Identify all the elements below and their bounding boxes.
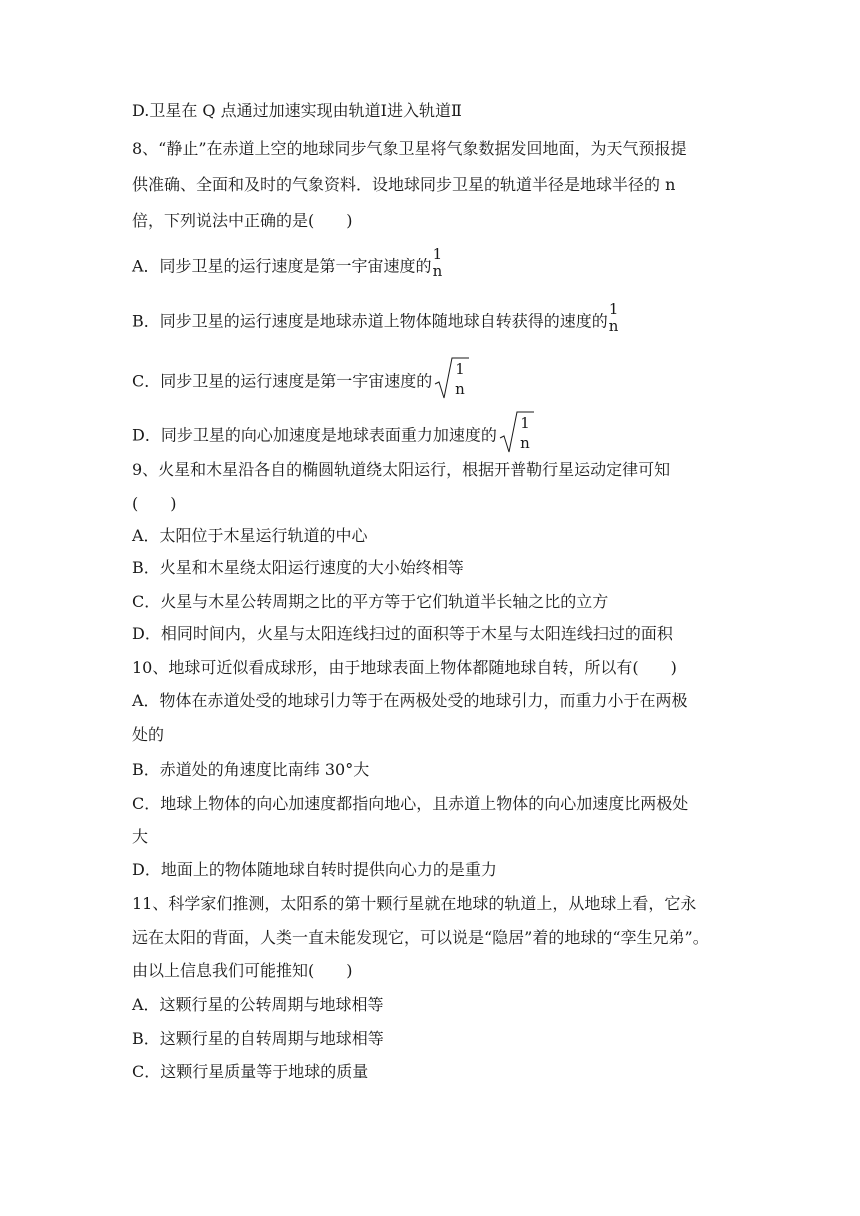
q10-option-a-line-1: A．物体在赤道处受的地球引力等于在两极处受的地球引力，而重力小于在两极: [132, 691, 688, 710]
text-line: [132, 139, 687, 161]
text-line: [132, 1062, 368, 1084]
q8-option-a: [132, 245, 443, 280]
text-line: [132, 760, 369, 782]
q11-stem-line-2: 远在太阳的背面，人类一直未能发现它，可以说是“隐居”着的地球的“孪生兄弟”。: [132, 928, 709, 947]
q8-stem-line-3: 倍，下列说法中正确的是( ): [132, 211, 353, 230]
text-line: [132, 175, 675, 197]
sqrt-1-over-n: [499, 410, 535, 454]
q11-option-a: A．这颗行星的公转周期与地球相等: [132, 995, 384, 1014]
q10-option-b: B．赤道处的角速度比南纬 30°大: [132, 760, 370, 779]
fraction-denominator: n: [608, 317, 619, 335]
text-line: [132, 624, 673, 646]
q11-option-c: C．这颗行星质量等于地球的质量: [132, 1062, 369, 1081]
q8-option-c: [132, 360, 470, 398]
radicand-denominator: n: [455, 380, 466, 398]
text-line: [132, 995, 384, 1017]
radicand-numerator: 1: [455, 360, 466, 378]
q8-option-b: [132, 300, 619, 335]
text-line: [132, 860, 497, 882]
option-text: D．同步卫星的向心加速度是地球表面重力加速度的: [132, 425, 497, 445]
text-line: [132, 211, 353, 233]
sqrt-1-over-n: [434, 356, 470, 400]
text-line: [132, 691, 688, 713]
text-line: [132, 101, 462, 123]
q8-option-d: [132, 414, 535, 452]
q11-option-b: B．这颗行星的自转周期与地球相等: [132, 1029, 384, 1048]
text-line: [132, 894, 696, 916]
fraction-denominator: n: [432, 262, 443, 280]
fraction-numerator: 1: [432, 245, 443, 263]
text-line: [132, 1029, 384, 1051]
fraction-1-over-n: [609, 302, 619, 334]
text-line: [132, 526, 368, 548]
text-line: [132, 725, 164, 747]
q10-option-c-line-2: 大: [132, 827, 149, 846]
q11-stem-line-1: 11、科学家们推测，太阳系的第十颗行星就在地球的轨道上，从地球上看，它永: [132, 894, 697, 913]
text-line: [132, 827, 148, 849]
q9-stem-line-2: ( ): [132, 494, 177, 513]
q9-option-c: C．火星与木星公转周期之比的平方等于它们轨道半长轴之比的立方: [132, 592, 609, 611]
radicand-numerator: 1: [520, 414, 530, 432]
q8-stem-line-1: 8、“静止”在赤道上空的地球同步气象卫星将气象数据发回地面，为天气预报提: [132, 139, 687, 158]
text-line: [132, 928, 709, 950]
q10-option-d: D．地面上的物体随地球自转时提供向心力的是重力: [132, 860, 497, 879]
q10-option-c-line-1: C．地球上物体的向心加速度都指向地心，且赤道上物体的向心加速度比两极处: [132, 794, 689, 813]
text-line: [132, 592, 608, 614]
q9-stem-line-1: 9、火星和木星沿各自的椭圆轨道绕太阳运行，根据开普勒行星运动定律可知: [132, 460, 671, 479]
q8-stem-line-2: 供准确、全面和及时的气象资料．设地球同步卫星的轨道半径是地球半径的 n: [132, 175, 676, 194]
q7-option-d: D.卫星在 Q 点通过加速实现由轨道Ⅰ进入轨道Ⅱ: [132, 101, 462, 120]
q10-option-a-line-2: 处的: [132, 725, 165, 744]
radicand-denominator: n: [520, 434, 530, 452]
fraction-1-over-n: [433, 247, 443, 279]
text-line: [132, 494, 177, 516]
option-text: B．同步卫星的运行速度是地球赤道上物体随地球自转获得的速度的: [132, 311, 608, 331]
text-line: [132, 794, 688, 816]
text-line: [132, 961, 353, 983]
q9-option-d: D．相同时间内，火星与太阳连线扫过的面积等于木星与太阳连线扫过的面积: [132, 624, 673, 643]
q9-option-b: B．火星和木星绕太阳运行速度的大小始终相等: [132, 558, 464, 577]
option-text: C．同步卫星的运行速度是第一宇宙速度的: [132, 371, 433, 391]
text-line: [132, 460, 670, 482]
text-line: [132, 658, 677, 680]
q10-stem: 10、地球可近似看成球形，由于地球表面上物体都随地球自转，所以有( ): [132, 658, 677, 677]
q11-stem-line-3: 由以上信息我们可能推知( ): [132, 961, 353, 980]
q9-option-a: A．太阳位于木星运行轨道的中心: [132, 526, 368, 545]
option-text: A．同步卫星的运行速度是第一宇宙速度的: [132, 256, 432, 276]
fraction-numerator: 1: [608, 300, 619, 318]
text-line: [132, 558, 464, 580]
